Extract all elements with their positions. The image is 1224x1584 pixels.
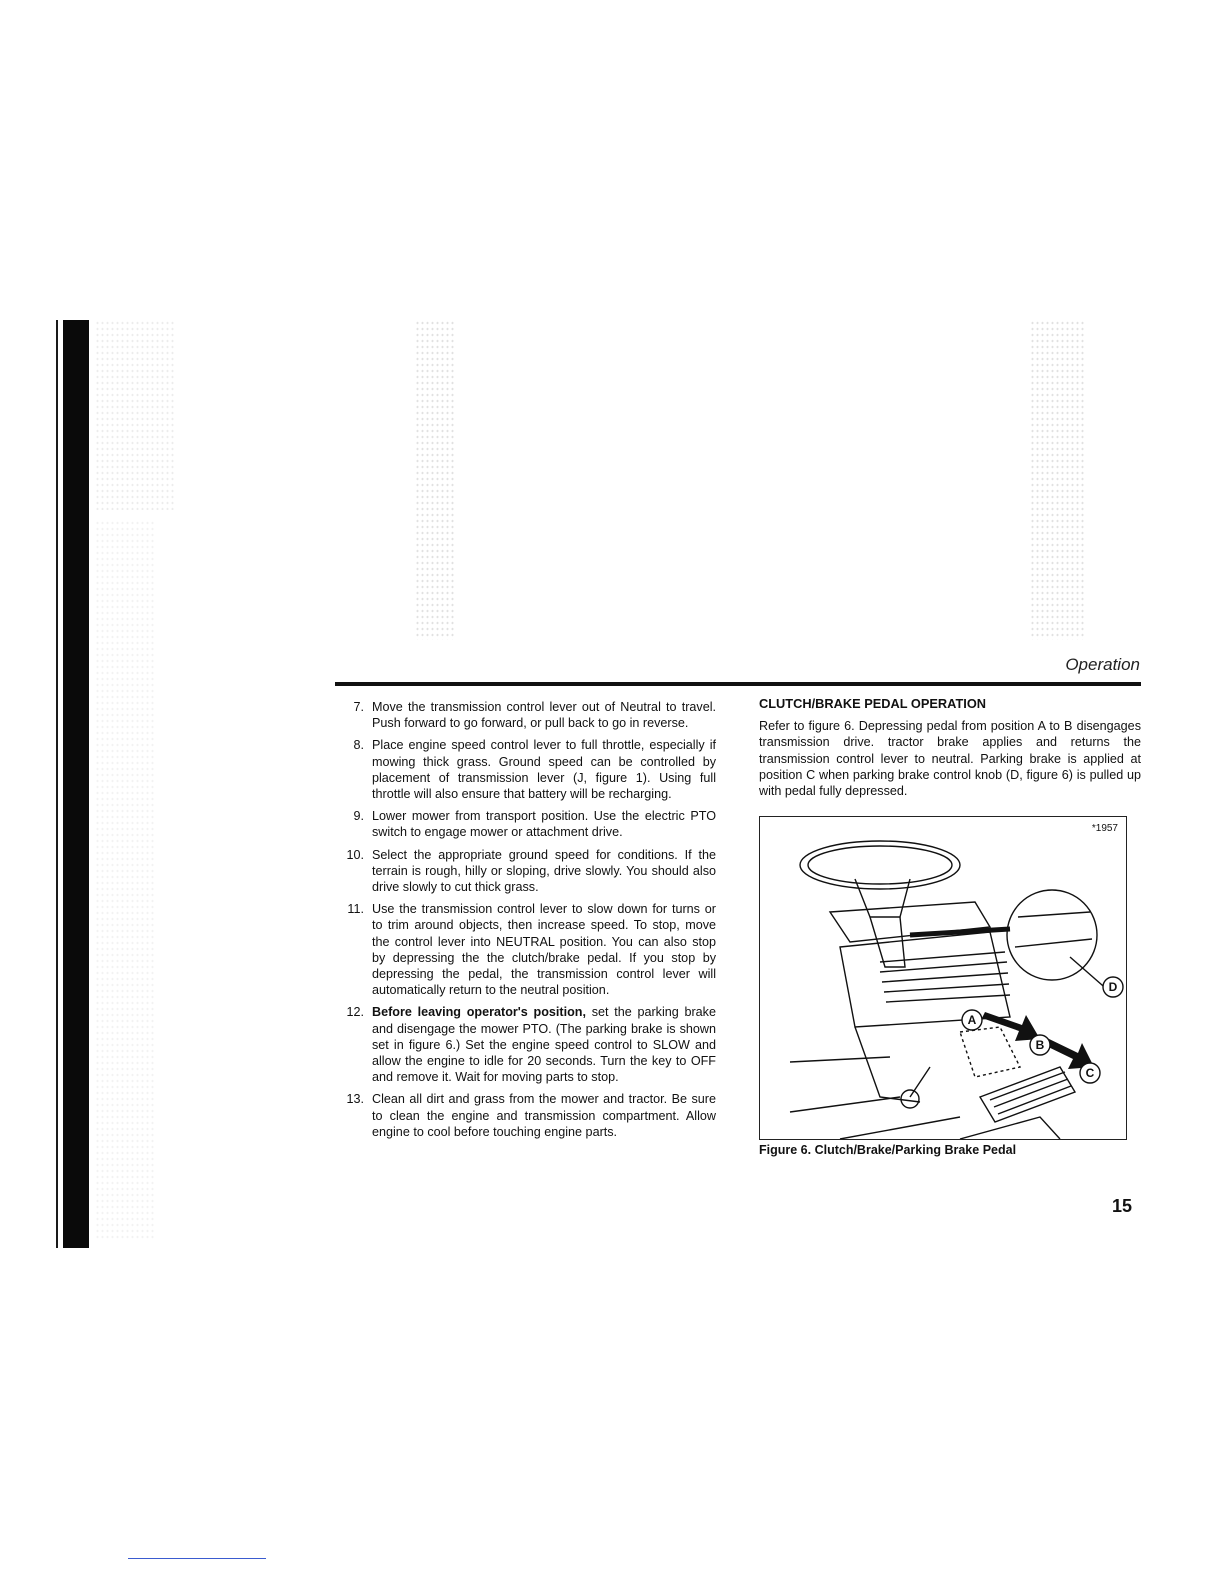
step-body: Place engine speed control lever to full throttle, especially if mowing thick grass. Ground speed can be controlled by placement of transmission lever (J, figure 1). Using full throttle will also ensure that battery will be recharging. xyxy=(372,738,716,802)
step-number: 11. xyxy=(347,902,364,917)
step-lead-bold: Before leaving operator's position, xyxy=(372,1005,586,1020)
dash-panel xyxy=(830,902,990,942)
floor-lines xyxy=(790,1057,960,1139)
lever-shaft xyxy=(910,1067,930,1097)
step-body: set the parking brake and disengage the mower PTO. (The parking brake is shown set in figure 6.) Set the engine speed control to SLOW and allow the engine to idle for 20 seconds. Turn the key to OFF and remove it. Wait for moving parts to stop. xyxy=(372,1005,716,1085)
scan-speckle xyxy=(95,320,175,510)
step-number: 8. xyxy=(353,738,364,753)
tractor-pedal-drawing xyxy=(760,817,1126,1139)
list-item xyxy=(336,808,716,840)
figure-caption: Figure 6. Clutch/Brake/Parking Brake Pedal xyxy=(759,1143,1017,1157)
list-item xyxy=(336,847,716,896)
step-text xyxy=(372,1004,716,1085)
steps-list xyxy=(336,699,716,1146)
step-number: 10. xyxy=(346,847,364,862)
footrest xyxy=(960,1117,1060,1139)
step-number: 7. xyxy=(353,700,364,714)
section-title: Operation xyxy=(1065,655,1140,674)
figure-6-illustration xyxy=(759,816,1127,1140)
label-c: C xyxy=(1085,1066,1095,1080)
scan-speckle xyxy=(415,320,455,640)
section-heading: CLUTCH/BRAKE PEDAL OPERATION xyxy=(759,696,987,711)
steering-wheel xyxy=(800,841,960,889)
section-body: Refer to figure 6. Depressing pedal from position A to B disengages transmission drive. tractor brake applies and returns the transmission control lever to neutral. Parking brake is applied at position C when parking brake control knob (D, figure 6) is pulled up with pedal fully depressed. xyxy=(759,719,1141,799)
inset-details xyxy=(1015,912,1092,947)
label-a: A xyxy=(967,1013,977,1027)
list-item xyxy=(336,1004,716,1085)
step-body: Move the transmission control lever out of Neutral to travel. Push forward to go forward, or pull back to go in reverse. xyxy=(372,700,716,731)
step-number: 12. xyxy=(346,1005,364,1020)
step-text xyxy=(372,901,716,998)
step-text xyxy=(372,847,716,896)
list-item xyxy=(336,1091,716,1140)
binding-edge-line xyxy=(56,320,58,1248)
inset-pointer xyxy=(910,929,1010,935)
step-text xyxy=(372,808,716,840)
step-text xyxy=(372,737,716,802)
header-rule xyxy=(335,682,1141,686)
list-item xyxy=(336,699,716,731)
step-body: Lower mower from transport position. Use the electric PTO switch to engage mower or attachment drive. xyxy=(372,809,716,840)
clutch-section xyxy=(759,696,1141,799)
footer-link-line xyxy=(128,1558,266,1559)
scan-speckle xyxy=(1030,320,1085,640)
pedal-position-dashed xyxy=(960,1027,1020,1077)
page-number: 15 xyxy=(1112,1196,1133,1216)
list-item xyxy=(336,901,716,998)
binding-edge-bar xyxy=(63,320,89,1248)
lever-knob xyxy=(901,1090,919,1108)
step-text xyxy=(372,1091,716,1140)
figure-id-label: *1957 xyxy=(1091,823,1118,834)
list-item xyxy=(336,737,716,802)
step-number: 13. xyxy=(346,1092,364,1107)
chassis-side xyxy=(855,1027,920,1102)
hood-grille-lines xyxy=(880,952,1010,1002)
steering-column xyxy=(855,879,910,917)
step-body: Use the transmission control lever to slow down for turns or to trim around objects, then increase speed. To stop, move the control lever into NEUTRAL position. You can also stop by depressing the the clutch/brake pedal. If you stop by depressing the pedal, the transmission control lever will automatically return to the neutral position. xyxy=(372,902,716,998)
label-d: D xyxy=(1108,980,1118,994)
steering-wheel-inner xyxy=(808,846,952,884)
scan-speckle xyxy=(95,520,155,1240)
label-b: B xyxy=(1035,1038,1045,1052)
step-body: Select the appropriate ground speed for conditions. If the terrain is rough, hilly or sloping, drive slowly. You should also drive slowly to cut thick grass. xyxy=(372,847,716,895)
step-number: 9. xyxy=(353,809,364,824)
step-body: Clean all dirt and grass from the mower and tractor. Be sure to clean the engine and transmission compartment. Allow engine to cool before touching engine parts. xyxy=(372,1092,716,1139)
step-text xyxy=(372,699,716,731)
arrow-a-to-b xyxy=(982,1012,1040,1041)
detail-inset-circle xyxy=(1007,890,1097,980)
